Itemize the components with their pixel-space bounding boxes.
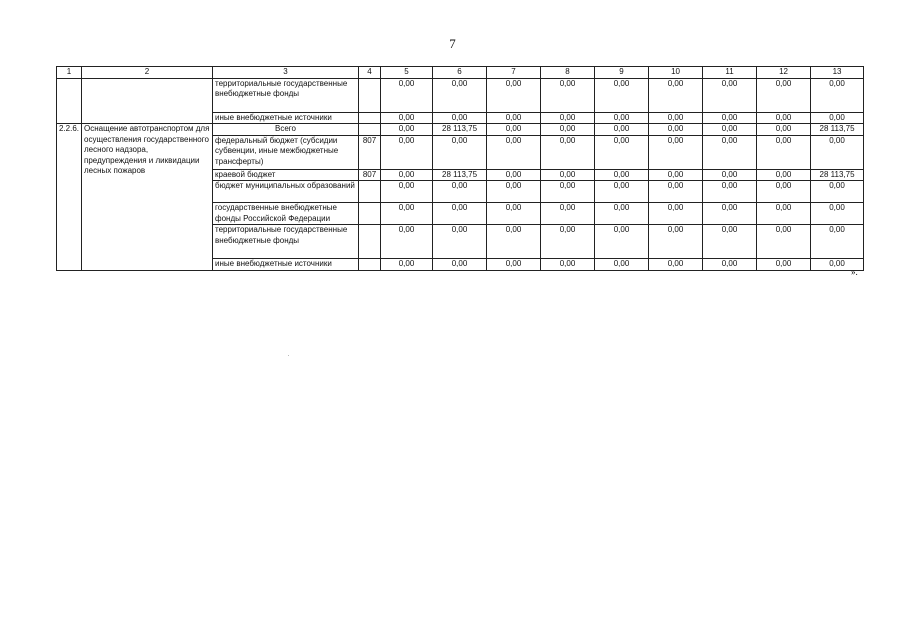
amount-cell: 0,00 <box>811 225 864 259</box>
column-number-header: 8 <box>541 67 595 79</box>
amount-cell: 0,00 <box>595 124 649 136</box>
amount-cell: 0,00 <box>541 169 595 181</box>
amount-cell: 0,00 <box>595 181 649 203</box>
amount-cell: 0,00 <box>811 112 864 124</box>
amount-cell: 0,00 <box>381 259 433 271</box>
amount-cell: 0,00 <box>649 112 703 124</box>
amount-cell: 0,00 <box>433 225 487 259</box>
amount-cell: 0,00 <box>541 259 595 271</box>
funding-source-cell: территориальные государственные внебюджетные фонды <box>213 225 359 259</box>
budget-code-cell <box>359 78 381 112</box>
table-row <box>57 78 864 112</box>
amount-cell: 0,00 <box>541 124 595 136</box>
column-number-header: 7 <box>487 67 541 79</box>
amount-cell: 0,00 <box>649 169 703 181</box>
amount-cell: 0,00 <box>487 135 541 169</box>
amount-cell: 0,00 <box>703 135 757 169</box>
item-name-cell: Оснащение автотранспортом для осуществления государственного лесного надзора, предупреждения и ликвидации лесных пожаров <box>82 124 213 271</box>
amount-cell: 0,00 <box>649 181 703 203</box>
amount-cell: 0,00 <box>381 135 433 169</box>
amount-cell: 0,00 <box>381 124 433 136</box>
amount-cell: 0,00 <box>381 203 433 225</box>
item-number-cell: 2.2.6. <box>57 124 82 271</box>
amount-cell: 0,00 <box>757 135 811 169</box>
amount-cell: 0,00 <box>487 225 541 259</box>
amount-cell: 0,00 <box>595 259 649 271</box>
budget-table <box>56 66 864 271</box>
amount-cell: 0,00 <box>811 203 864 225</box>
budget-code-cell <box>359 112 381 124</box>
budget-code-cell: 807 <box>359 169 381 181</box>
column-number-header: 4 <box>359 67 381 79</box>
funding-source-cell: федеральный бюджет (субсидии субвенции, иные межбюджетные трансферты) <box>213 135 359 169</box>
amount-cell: 0,00 <box>487 124 541 136</box>
column-number-header: 6 <box>433 67 487 79</box>
column-number-header: 2 <box>82 67 213 79</box>
amount-cell: 0,00 <box>487 169 541 181</box>
amount-cell: 0,00 <box>649 203 703 225</box>
funding-source-cell: Всего <box>213 124 359 136</box>
amount-cell: 0,00 <box>703 78 757 112</box>
empty-number-cell <box>57 112 82 124</box>
budget-code-cell <box>359 181 381 203</box>
amount-cell: 0,00 <box>541 78 595 112</box>
column-number-header: 5 <box>381 67 433 79</box>
amount-cell: 0,00 <box>811 135 864 169</box>
amount-cell: 0,00 <box>757 259 811 271</box>
amount-cell: 0,00 <box>649 78 703 112</box>
amount-cell: 0,00 <box>381 112 433 124</box>
amount-cell: 0,00 <box>703 225 757 259</box>
amount-cell: 0,00 <box>433 203 487 225</box>
amount-cell: 0,00 <box>649 124 703 136</box>
amount-cell: 0,00 <box>703 124 757 136</box>
page-number: 7 <box>449 36 456 51</box>
amount-cell: 0,00 <box>433 135 487 169</box>
column-number-header: 12 <box>757 67 811 79</box>
amount-cell: 0,00 <box>811 78 864 112</box>
amount-cell: 0,00 <box>649 259 703 271</box>
amount-cell: 28 113,75 <box>433 169 487 181</box>
amount-cell: 0,00 <box>703 181 757 203</box>
amount-cell: 0,00 <box>433 78 487 112</box>
amount-cell: 0,00 <box>487 259 541 271</box>
amount-cell: 0,00 <box>381 181 433 203</box>
amount-cell: 0,00 <box>433 181 487 203</box>
amount-cell: 0,00 <box>541 225 595 259</box>
amount-cell: 0,00 <box>757 203 811 225</box>
amount-cell: 0,00 <box>595 112 649 124</box>
table-row <box>57 124 864 136</box>
budget-code-cell <box>359 225 381 259</box>
table-row <box>57 112 864 124</box>
amount-cell: 28 113,75 <box>433 124 487 136</box>
column-number-header: 3 <box>213 67 359 79</box>
amount-cell: 0,00 <box>811 259 864 271</box>
amount-cell: 0,00 <box>703 112 757 124</box>
amount-cell: 0,00 <box>757 169 811 181</box>
amount-cell: 0,00 <box>595 203 649 225</box>
funding-source-cell: краевой бюджет <box>213 169 359 181</box>
funding-source-cell: иные внебюджетные источники <box>213 112 359 124</box>
amount-cell: 0,00 <box>487 78 541 112</box>
empty-name-cell <box>82 78 213 112</box>
amount-cell: 0,00 <box>381 225 433 259</box>
column-number-header: 11 <box>703 67 757 79</box>
amount-cell: 0,00 <box>541 135 595 169</box>
amount-cell: 0,00 <box>487 203 541 225</box>
funding-source-cell: иные внебюджетные источники <box>213 259 359 271</box>
amount-cell: 0,00 <box>381 78 433 112</box>
budget-code-cell <box>359 259 381 271</box>
amount-cell: 0,00 <box>703 169 757 181</box>
amount-cell: 0,00 <box>595 225 649 259</box>
amount-cell: 0,00 <box>757 112 811 124</box>
amount-cell: 0,00 <box>811 181 864 203</box>
column-number-header: 9 <box>595 67 649 79</box>
funding-source-cell: территориальные государственные внебюджетные фонды <box>213 78 359 112</box>
column-number-header: 1 <box>57 67 82 79</box>
scan-speck <box>288 355 289 356</box>
amount-cell: 0,00 <box>757 181 811 203</box>
empty-number-cell <box>57 78 82 112</box>
budget-code-cell <box>359 203 381 225</box>
end-quote-mark: ». <box>851 267 858 277</box>
amount-cell: 0,00 <box>703 203 757 225</box>
column-number-header: 10 <box>649 67 703 79</box>
budget-code-cell <box>359 124 381 136</box>
amount-cell: 0,00 <box>757 78 811 112</box>
amount-cell: 0,00 <box>595 169 649 181</box>
amount-cell: 28 113,75 <box>811 169 864 181</box>
empty-name-cell <box>82 112 213 124</box>
amount-cell: 28 113,75 <box>811 124 864 136</box>
amount-cell: 0,00 <box>595 135 649 169</box>
amount-cell: 0,00 <box>595 78 649 112</box>
amount-cell: 0,00 <box>381 169 433 181</box>
amount-cell: 0,00 <box>757 225 811 259</box>
funding-source-cell: бюджет муниципальных образований <box>213 181 359 203</box>
amount-cell: 0,00 <box>541 112 595 124</box>
funding-source-cell: государственные внебюджетные фонды Российской Федерации <box>213 203 359 225</box>
amount-cell: 0,00 <box>541 203 595 225</box>
amount-cell: 0,00 <box>433 112 487 124</box>
table-header-row <box>57 67 864 79</box>
budget-code-cell: 807 <box>359 135 381 169</box>
column-number-header: 13 <box>811 67 864 79</box>
amount-cell: 0,00 <box>487 181 541 203</box>
amount-cell: 0,00 <box>487 112 541 124</box>
amount-cell: 0,00 <box>649 135 703 169</box>
amount-cell: 0,00 <box>541 181 595 203</box>
amount-cell: 0,00 <box>433 259 487 271</box>
amount-cell: 0,00 <box>757 124 811 136</box>
amount-cell: 0,00 <box>703 259 757 271</box>
amount-cell: 0,00 <box>649 225 703 259</box>
